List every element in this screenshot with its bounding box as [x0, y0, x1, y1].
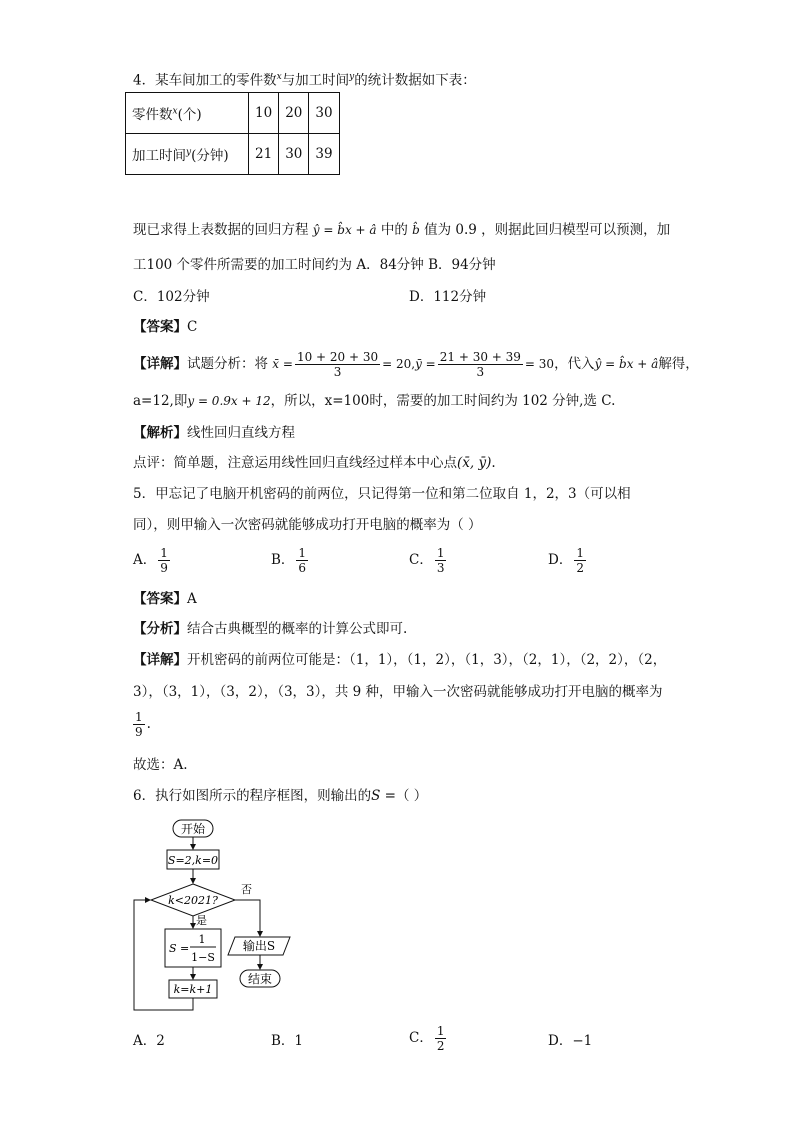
q4-data-table [125, 92, 340, 175]
q6-option-a: A．2 [133, 1033, 165, 1049]
q4-bhat: b̂ [412, 223, 420, 237]
flow-init-label: S=2,k=0 [167, 854, 219, 867]
answer-value: A [187, 591, 197, 607]
table-row-label [126, 93, 249, 134]
q6-option-d: D．−1 [548, 1033, 593, 1049]
q5-stem-line2: 同），则甲输入一次密码就能够成功打开电脑的概率为（ ） [133, 517, 482, 533]
q4-detail-b: ，代入 [554, 356, 595, 372]
row2-label-var: y [186, 147, 192, 158]
frac-end: . [146, 716, 151, 732]
flow-assign-den: 1−S [191, 951, 215, 964]
q4-detail-line2 [133, 392, 615, 410]
q4-detail-eq2: ŷ = b̂x + â [594, 357, 659, 371]
row2-label-b: (分钟) [191, 148, 229, 164]
q4-detail-line2-b: ，所以，x=100时，需要的加工时间约为 102 分钟,选 C. [270, 393, 616, 409]
q4-detail-a: 试题分析：将 [187, 356, 268, 372]
q4-ybar-eq: ȳ = [415, 357, 436, 371]
frac-denominator: 9 [135, 725, 143, 739]
table-cell: 20 [279, 93, 309, 134]
q4-detail-line2-a: a=12,即 [133, 393, 188, 409]
q4-stem [133, 68, 476, 90]
q4-line1-b: 中的 [380, 222, 408, 238]
q6-option-c [409, 1024, 448, 1053]
analysis-text: 结合古典概型的概率的计算公式即可. [187, 621, 408, 637]
comment-end: . [491, 455, 496, 471]
frac-numerator: 21 + 30 + 39 [439, 350, 521, 364]
detail-tag: 【详解】 [133, 356, 187, 372]
q4-stem-suffix: 的统计数据如下表： [354, 72, 476, 89]
q5-detail-line2: 3），（3，1），（3，2），（3，3），共 9 种，甲输入一次密码就能够成功打开电脑的概率为 [133, 684, 663, 700]
table-cell: 30 [279, 134, 309, 175]
q4-line1 [133, 221, 670, 239]
table-row [126, 93, 340, 134]
q5-option-a [133, 546, 172, 575]
option-fraction [435, 1024, 447, 1053]
q4-detail-c: 解得， [658, 356, 699, 372]
flow-end-label: 结束 [247, 972, 273, 986]
table-cell: 21 [249, 134, 279, 175]
option-label: B． [271, 552, 295, 568]
table-row-label [126, 134, 249, 175]
frac-denominator: 6 [298, 561, 307, 575]
option-label: A． [133, 552, 157, 568]
q6-option-b: B．1 [271, 1033, 304, 1049]
q5-option-c [409, 546, 448, 575]
comment-point: (x̄, ȳ) [457, 455, 492, 471]
frac-numerator: 1 [160, 546, 168, 560]
q4-ybar-res: = 30 [524, 357, 555, 371]
frac-denominator: 2 [436, 1039, 445, 1053]
flow-assign-lhs: S = [169, 942, 190, 955]
option-label: D． [548, 552, 573, 568]
q4-xbar-fraction [295, 350, 380, 379]
flow-decision-label: k<2021? [168, 894, 218, 907]
table-cell: 10 [249, 93, 279, 134]
q4-option-c: C．102分钟 [133, 289, 210, 305]
option-fraction [296, 546, 308, 575]
option-fraction [574, 546, 586, 575]
answer-value: C [187, 319, 198, 335]
frac-numerator: 1 [135, 710, 143, 724]
q4-line2: 工100 个零件所需要的加工时间约为 A．84分钟 B．94分钟 [133, 257, 496, 273]
q5-option-d [548, 546, 588, 575]
q4-line1-a: 现已求得上表数据的回归方程 [133, 222, 309, 238]
detail-text: 开机密码的前两位可能是：（1，1），（1，2），（1，3），（2，1），（2，2），（2， [187, 652, 667, 668]
q4-analysis [133, 424, 295, 442]
flow-no-label: 否 [241, 883, 252, 896]
option-fraction [158, 546, 170, 575]
q5-analysis [133, 620, 407, 638]
frac-numerator: 1 [298, 546, 307, 560]
q4-detail-line2-eq: y = 0.9x + 12 [187, 394, 271, 408]
row2-label-a: 加工时间 [132, 148, 186, 164]
q6-stem-var: S [371, 788, 381, 804]
q5-option-b [271, 546, 310, 575]
q4-xbar-eq: x̄ = [272, 357, 293, 371]
analysis-tag: 【解析】 [133, 425, 187, 441]
q5-choose: 故选：A. [133, 757, 188, 773]
q4-xbar-res: = 20, [382, 357, 416, 371]
frac-denominator: 2 [576, 561, 584, 575]
flowchart [120, 812, 320, 1017]
flow-output-label: 输出S [242, 939, 276, 953]
frac-numerator: 1 [436, 1024, 445, 1038]
q5-answer [133, 590, 197, 608]
q6-stem-b: =（ ） [380, 788, 428, 804]
q4-var-y: y [349, 72, 355, 82]
option-label: C． [409, 1030, 433, 1046]
row1-label-b: (个) [177, 107, 202, 123]
frac-denominator: 3 [476, 365, 485, 379]
row1-label-a: 零件数 [132, 107, 173, 123]
q4-line1-c: 值为 0.9 ，则据此回归模型可以预测，加 [424, 222, 671, 238]
q5-detail-fraction [131, 710, 151, 739]
detail-tag: 【详解】 [133, 652, 187, 668]
q4-stem-prefix: 4．某车间加工的零件数 [133, 72, 277, 89]
q6-stem-a: 6．执行如图所示的程序框图，则输出的 [133, 788, 372, 804]
frac-numerator: 1 [436, 546, 445, 560]
frac-denominator: 9 [160, 561, 168, 575]
frac-numerator: 1 [576, 546, 584, 560]
analysis-text: 线性回归直线方程 [187, 425, 295, 441]
frac-denominator: 3 [436, 561, 445, 575]
q4-comment [133, 454, 496, 472]
q4-var-x: x [276, 72, 282, 82]
answer-tag: 【答案】 [133, 319, 187, 335]
q4-detail [133, 346, 699, 382]
answer-tag: 【答案】 [133, 591, 187, 607]
flow-yes-label: 是 [196, 914, 207, 927]
option-fraction [435, 546, 447, 575]
flow-incr-label: k=k+1 [173, 983, 213, 996]
flow-assign-num: 1 [198, 933, 206, 946]
q5-detail-line1 [133, 651, 666, 669]
frac-numerator: 10 + 20 + 30 [296, 350, 379, 364]
q4-stem-mid: 与加工时间 [281, 72, 350, 89]
q4-answer [133, 318, 197, 336]
row1-label-var: x [172, 106, 178, 117]
probability-fraction [133, 710, 145, 739]
q4-regression-eq: ŷ = b̂x + â [312, 223, 377, 237]
analysis-tag: 【分析】 [133, 621, 187, 637]
table-row [126, 134, 340, 175]
frac-denominator: 3 [333, 365, 342, 379]
table-cell: 30 [309, 93, 339, 134]
option-label: C． [409, 552, 433, 568]
table-cell: 39 [309, 134, 339, 175]
q5-stem-line1: 5．甲忘记了电脑开机密码的前两位，只记得第一位和第二位取自 1，2，3（可以相 [133, 486, 631, 502]
comment-text: 点评：简单题，注意运用线性回归直线经过样本中心点 [133, 455, 457, 471]
q4-ybar-fraction [438, 350, 523, 379]
flow-start-label: 开始 [180, 822, 206, 836]
q4-option-d: D．112分钟 [409, 289, 487, 305]
q6-stem [133, 787, 427, 805]
